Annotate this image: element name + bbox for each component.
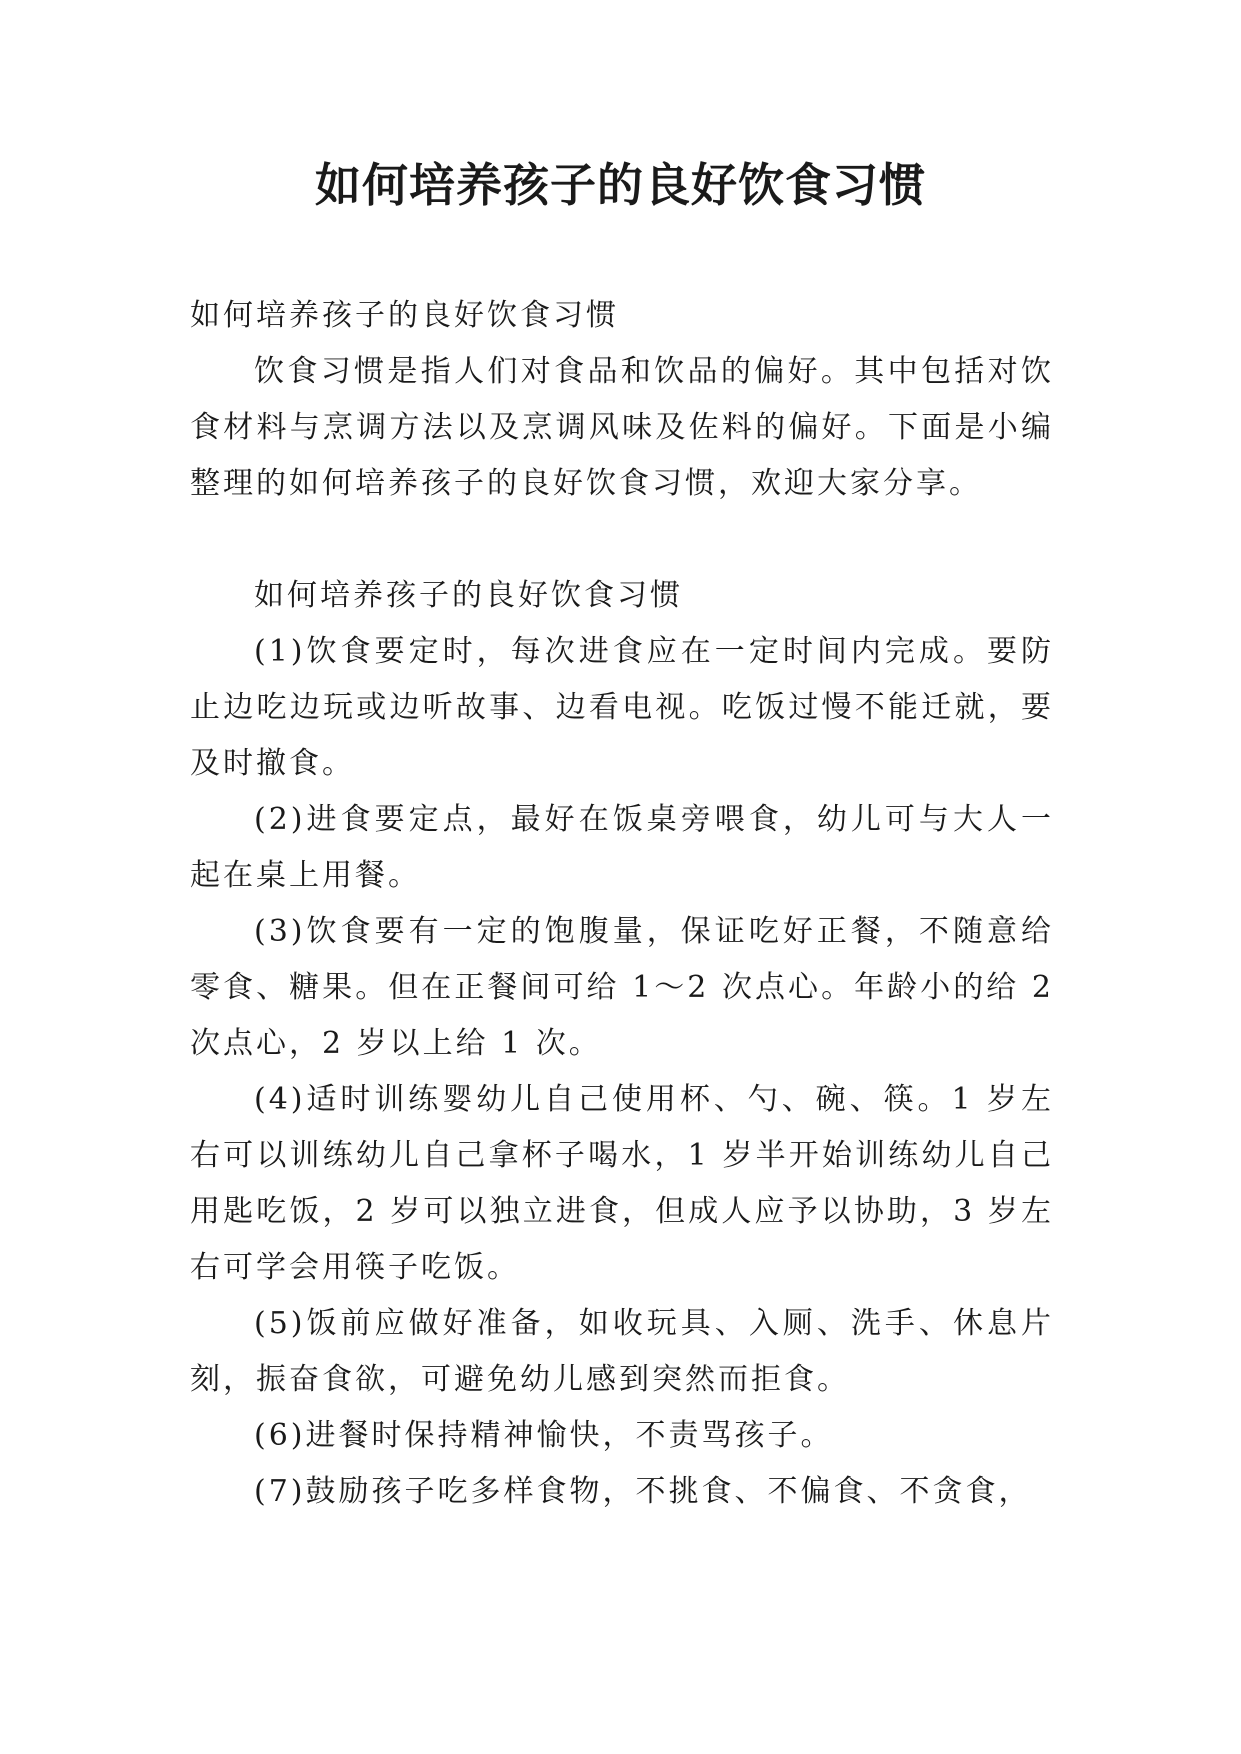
list-item-7: (7)鼓励孩子吃多样食物，不挑食、不偏食、不贪食， <box>254 1474 1032 1509</box>
subtitle: 如何培养孩子的良好饮食习惯 <box>190 298 619 333</box>
list-item-1: (1)饮食要定时，每次进食应在一定时间内完成。要防止边吃边玩或边听故事、边看电视。吃饭过慢不能迁就，要及时撤食。 <box>190 634 1054 781</box>
list-item-5: (5)饭前应做好准备，如收玩具、入厕、洗手、休息片刻，振奋食欲，可避免幼儿感到突然而拒食。 <box>190 1306 1054 1397</box>
list-item-6: (6)进餐时保持精神愉快，不责骂孩子。 <box>254 1418 834 1453</box>
list-item-2: (2)进食要定点，最好在饭桌旁喂食，幼儿可与大人一起在桌上用餐。 <box>190 802 1054 893</box>
document-title: 如何培养孩子的良好饮食习惯 <box>315 158 926 212</box>
list-item-3: (3)饮食要有一定的饱腹量，保证吃好正餐，不随意给零食、糖果。但在正餐间可给 1～2 次点心。年龄小的给 2 次点心，2 岁以上给 1 次。 <box>190 914 1054 1061</box>
list-item-4: (4)适时训练婴幼儿自己使用杯、勺、碗、筷。1 岁左右可以训练幼儿自己拿杯子喝水，1 岁半开始训练幼儿自己用匙吃饭，2 岁可以独立进食，但成人应予以协助，3 岁左右可学会用筷子吃饭。 <box>190 1082 1054 1285</box>
section-heading: 如何培养孩子的良好饮食习惯 <box>254 578 683 613</box>
document-body <box>190 288 1054 1520</box>
intro-paragraph: 饮食习惯是指人们对食品和饮品的偏好。其中包括对饮食材料与烹调方法以及烹调风味及佐料的偏好。下面是小编整理的如何培养孩子的良好饮食习惯，欢迎大家分享。 <box>190 354 1054 501</box>
